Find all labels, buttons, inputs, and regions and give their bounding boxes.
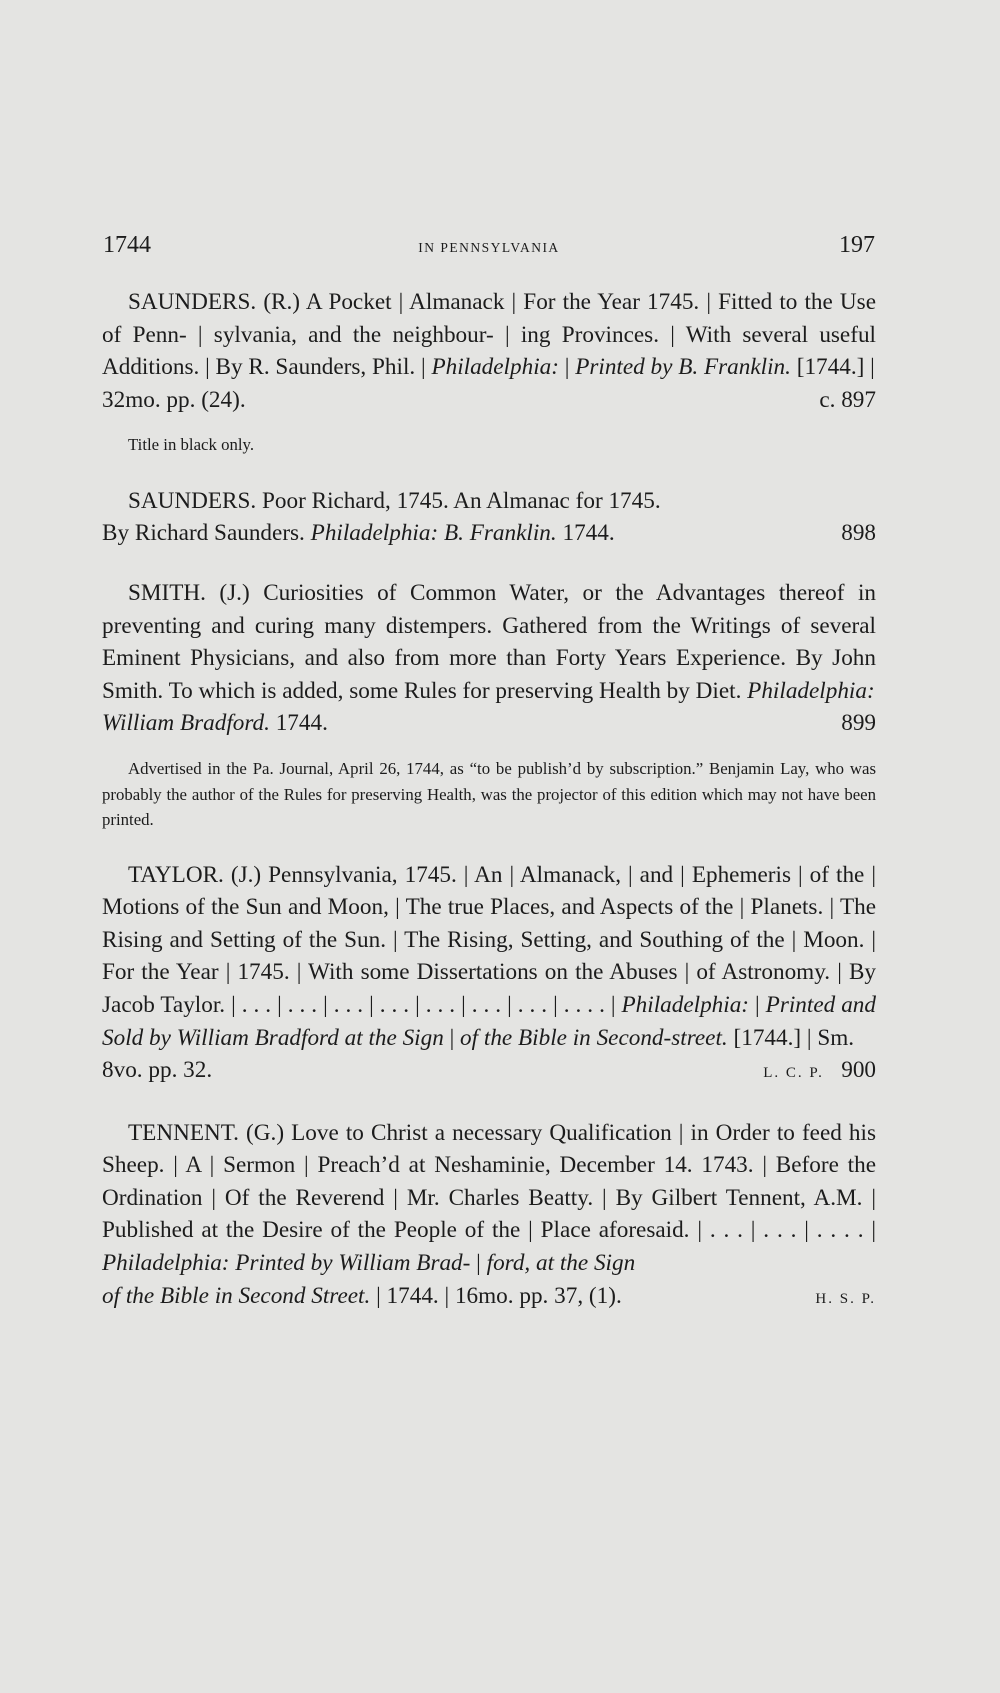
entry-note xyxy=(102,432,876,458)
entry-saunders-pocket-almanack xyxy=(102,286,876,416)
entry-number: 900 xyxy=(841,1057,876,1084)
entry-tail xyxy=(102,517,876,550)
italic-run: Printed and Sold by William Bradford at the Sign xyxy=(102,991,876,1051)
entry-tennent-sermon xyxy=(102,1117,876,1316)
text-run: SAUNDERS. (R.) A Pocket | Almanack | For the Year 1745. | Fitted to the Use of Penn- | sylvania, and the neighbour- | ing Provinces. | With several useful Additions. | By R. Saunders, Phil. | xyxy=(102,289,876,381)
entry-location: L. C. P. xyxy=(763,1065,824,1082)
text-run: [1744.] | Sm. xyxy=(727,1024,855,1051)
text-run: | xyxy=(470,1250,487,1277)
entry-imprint xyxy=(102,517,615,550)
entry-body xyxy=(102,577,876,707)
entry-imprint xyxy=(102,1280,622,1313)
entry-body xyxy=(102,1117,876,1280)
text-run: SMITH. (J.) Curiosities of Common Water, or the Advantages thereof in preventing and curing many distempers. Gathered from the Writings of several Eminent Physicians, and also from more than Forty Years Experience. By John Smith. To which is added, some Rules for preserving Health by Diet. xyxy=(102,580,876,704)
text-run: | xyxy=(749,991,766,1018)
entry-number: c. 897 xyxy=(819,386,876,413)
italic-run: Philadelphia: B. Franklin. xyxy=(310,520,557,547)
page-number: 197 xyxy=(839,232,875,258)
running-head xyxy=(103,232,875,268)
entry-note-text: Advertised in the Pa. Journal, April 26, 1744, as “to be publish’d by subscription.” Benjamin Lay, who was probably the author of the Rules for preserving Health, was the projector of this edition which may not have been printed. xyxy=(102,759,876,830)
entry-smith-curiosities xyxy=(102,577,876,740)
entry-tail xyxy=(102,707,876,740)
text-run: | xyxy=(558,354,576,381)
text-run: TAYLOR. (J.) Pennsylvania, 1745. | An | Almanack, | and | Ephemeris | of the | Motions of the Sun and Moon, | The true Places, and Aspects of the | Planets. | The Rising and Setting of the Sun. | The Rising, Setting, and Southing of the | Moon. | For the Year | 1745. | With some Dissertations on the Abuses | of Astronomy. | By Jacob Taylor. | . . . | . . . | . . . | . . . | . . . | . . . | . . . | . . . . | xyxy=(102,861,876,1018)
text-run: | 1744. | 16mo. pp. 37, (1). xyxy=(370,1282,622,1309)
italic-run: William Bradford. xyxy=(102,710,270,737)
entry-location: H. S. P. xyxy=(815,1290,876,1307)
entry-note xyxy=(102,756,876,833)
text-run: TENNENT. (G.) Love to Christ a necessary Qualification | in Order to feed his Sheep. | A | Sermon | Preach’d at Neshaminie, December 14. 1743. | Before the Ordination | Of the Reverend | Mr. Charles Beatty. | By Gilbert Tennent, A.M. | Published at the Desire of the People of the | Place aforesaid. | . . . | . . . | . . . . | xyxy=(102,1119,876,1244)
bibliography-entries xyxy=(102,286,876,1315)
entry-tail xyxy=(102,1280,876,1316)
text-run: 1744. xyxy=(269,710,328,737)
italic-run: Philadelphia: xyxy=(431,354,559,381)
italic-run: Philadelphia: xyxy=(747,677,875,704)
text-run: By Richard Saunders. xyxy=(102,520,311,547)
running-head-title: IN PENNSYLVANIA xyxy=(418,240,560,255)
italic-run: Printed by B. Franklin. xyxy=(575,354,791,381)
entry-body xyxy=(102,286,876,384)
entry-tail xyxy=(102,384,876,417)
entry-imprint xyxy=(102,707,328,740)
italic-run: ford, at the Sign xyxy=(486,1250,636,1277)
entry-taylor-almanack xyxy=(102,859,876,1090)
entry-format: 8vo. pp. 32. xyxy=(102,1057,213,1084)
italic-run: of the Bible in Second Street. xyxy=(102,1282,371,1309)
entry-tail xyxy=(102,1054,876,1090)
italic-run: Philadelphia: Printed by William Brad- xyxy=(102,1250,471,1277)
running-head-year: 1744 xyxy=(103,232,151,258)
entry-number: 898 xyxy=(841,520,876,547)
entry-number: 899 xyxy=(841,710,876,737)
text-run: [1744.] | xyxy=(790,354,875,381)
text-run: 1744. xyxy=(556,520,615,547)
entry-location-and-number xyxy=(763,1054,876,1090)
text-run: SAUNDERS. Poor Richard, 1745. An Almanac for 1745. xyxy=(128,487,661,514)
text-run: | xyxy=(443,1024,461,1051)
italic-run: of the Bible in Second-street. xyxy=(460,1024,728,1051)
italic-run: Philadelphia: xyxy=(621,991,750,1018)
entry-note-text: Title in black only. xyxy=(128,435,255,455)
entry-saunders-poor-richard xyxy=(102,485,876,550)
entry-body xyxy=(102,485,876,518)
entry-format: 32mo. pp. (24). xyxy=(102,386,246,413)
entry-body xyxy=(102,859,876,1055)
